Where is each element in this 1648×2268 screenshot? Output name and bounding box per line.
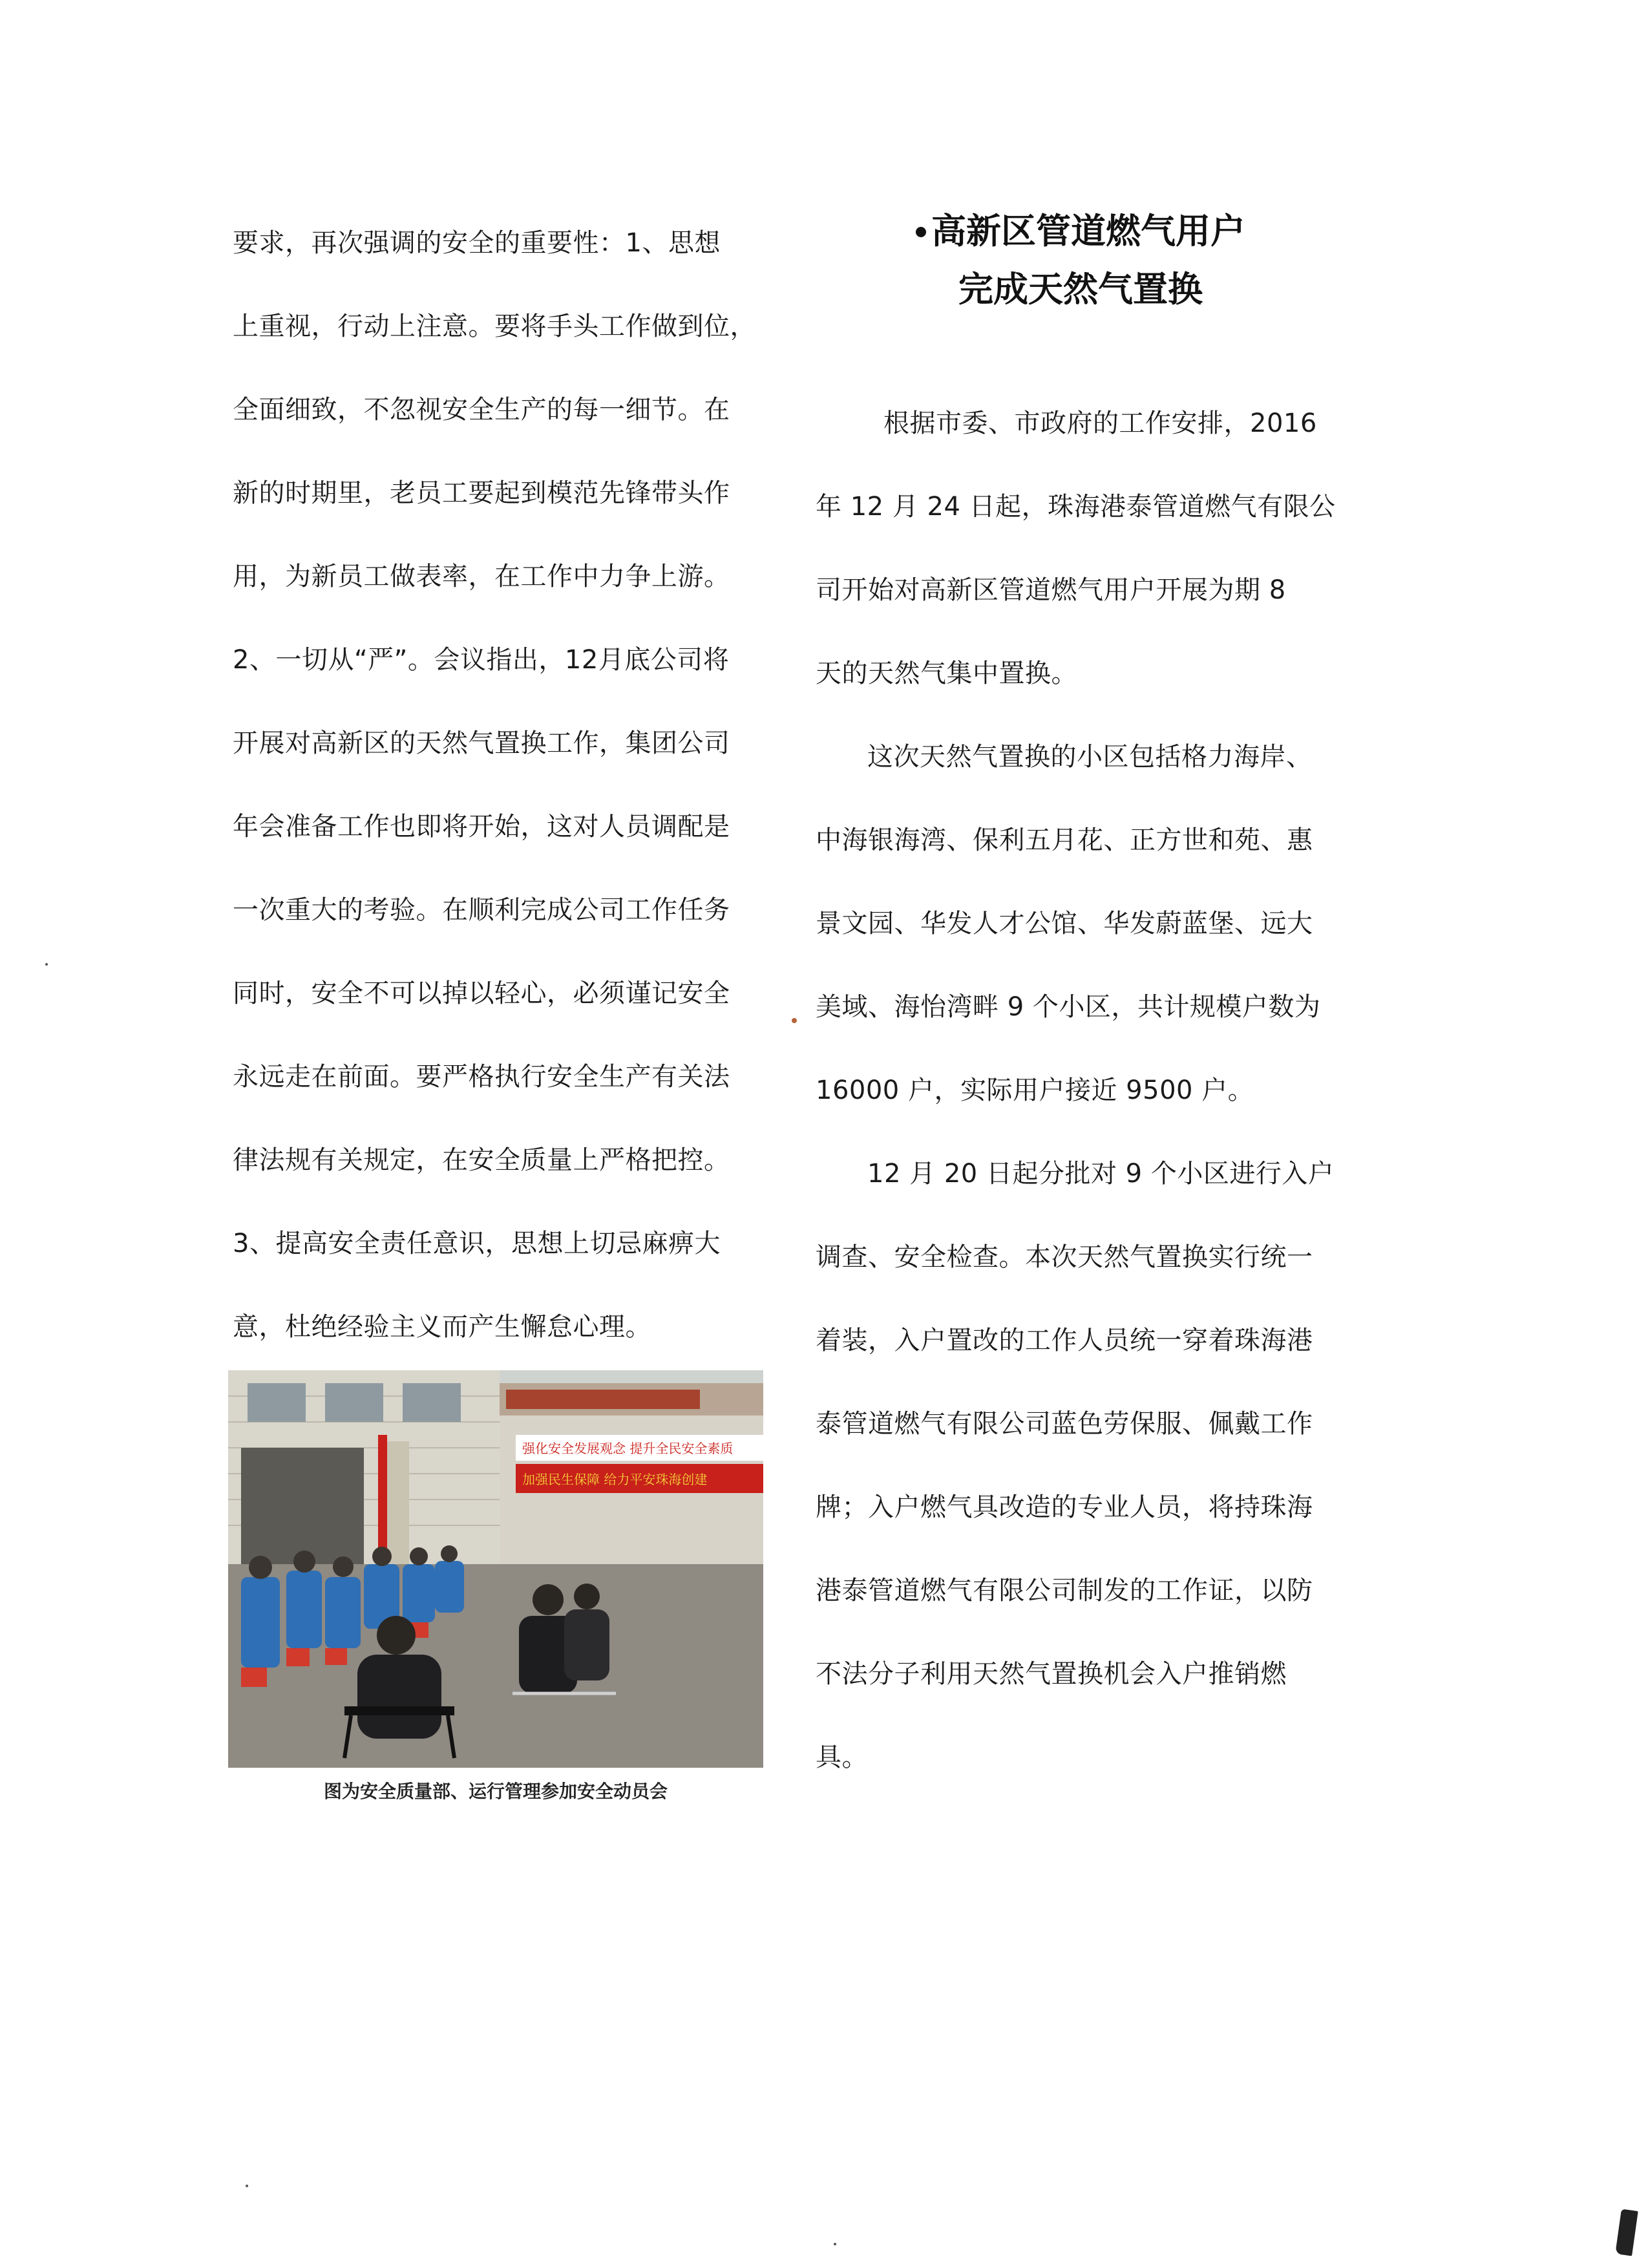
left-text-line: 一次重大的考验。在顺利完成公司工作任务	[233, 895, 730, 925]
right-text-line: 这次天然气置换的小区包括格力海岸、	[867, 742, 1313, 772]
photo-caption: 图为安全质量部、运行管理参加安全动员会	[323, 1781, 668, 1802]
banner-text-1: 强化安全发展观念 提升全民安全素质	[522, 1441, 734, 1456]
left-text-line: 要求，再次强调的安全的重要性：1、思想	[233, 228, 721, 258]
right-text-line: 着装，入户置改的工作人员统一穿着珠海港	[816, 1326, 1313, 1355]
right-text-line: 12 月 20 日起分批对 9 个小区进行入户	[867, 1159, 1335, 1189]
title-text-2: 完成天然气置换	[958, 268, 1203, 310]
left-text-line: 上重视，行动上注意。要将手头工作做到位，	[233, 312, 756, 341]
right-text-line: 港泰管道燃气有限公司制发的工作证，以防	[816, 1576, 1313, 1606]
right-text-line: 16000 户，实际用户接近 9500 户。	[816, 1076, 1254, 1105]
right-text-line: 景文园、华发人才公馆、华发蔚蓝堡、远大	[816, 909, 1313, 938]
right-text-line: 调查、安全检查。本次天然气置换实行统一	[816, 1242, 1313, 1272]
right-text-line: 根据市委、市政府的工作安排，2016	[883, 408, 1317, 438]
left-text-line: 同时，安全不可以掉以轻心，必须谨记安全	[233, 979, 730, 1008]
article-title-line-2	[816, 266, 1346, 312]
left-text-line: 永远走在前面。要严格执行安全生产有关法	[233, 1062, 730, 1092]
right-text-line: 具。	[816, 1743, 868, 1772]
right-text-line: 司开始对高新区管道燃气用户开展为期 8	[816, 575, 1286, 605]
scan-speck	[246, 2185, 248, 2187]
left-text-line: 意，杜绝经验主义而产生懈怠心理。	[233, 1312, 651, 1342]
left-text-line: 全面细致，不忽视安全生产的每一细节。在	[233, 395, 730, 425]
scan-speck	[792, 1018, 797, 1023]
left-text-line: 2、一切从“严”。会议指出，12月底公司将	[233, 645, 730, 675]
right-text-line: 牌；入户燃气具改造的专业人员，将持珠海	[816, 1492, 1313, 1522]
left-text-line: 律法规有关规定，在安全质量上严格把控。	[233, 1145, 730, 1175]
meeting-photo	[228, 1370, 763, 1768]
article-title-line-1	[816, 208, 1346, 253]
right-text-line: 不法分子利用天然气置换机会入户推销燃	[816, 1659, 1287, 1689]
scan-speck	[45, 963, 48, 966]
left-text-line: 3、提高安全责任意识，思想上切忌麻痹大	[233, 1229, 721, 1258]
right-text-line: 美域、海怡湾畔 9 个小区，共计规模户数为	[816, 992, 1321, 1022]
scan-corner-mark	[1615, 2209, 1638, 2256]
bullet-icon	[916, 227, 926, 237]
right-text-line: 年 12 月 24 日起，珠海港泰管道燃气有限公	[816, 492, 1336, 522]
left-text-line: 开展对高新区的天然气置换工作，集团公司	[233, 728, 730, 758]
right-text-line: 天的天然气集中置换。	[816, 659, 1077, 688]
title-text-1: 高新区管道燃气用户	[931, 210, 1245, 251]
left-text-line: 年会准备工作也即将开始，这对人员调配是	[233, 812, 730, 842]
left-text-line: 用，为新员工做表率，在工作中力争上游。	[233, 562, 730, 591]
left-text-line: 新的时期里，老员工要起到模范先锋带头作	[233, 478, 730, 508]
banner-text-2: 加强民生保障 给力平安珠海创建	[522, 1472, 708, 1487]
right-text-line: 泰管道燃气有限公司蓝色劳保服、佩戴工作	[816, 1409, 1313, 1439]
right-text-line: 中海银海湾、保利五月花、正方世和苑、惠	[816, 825, 1313, 855]
scan-speck	[834, 2243, 836, 2245]
